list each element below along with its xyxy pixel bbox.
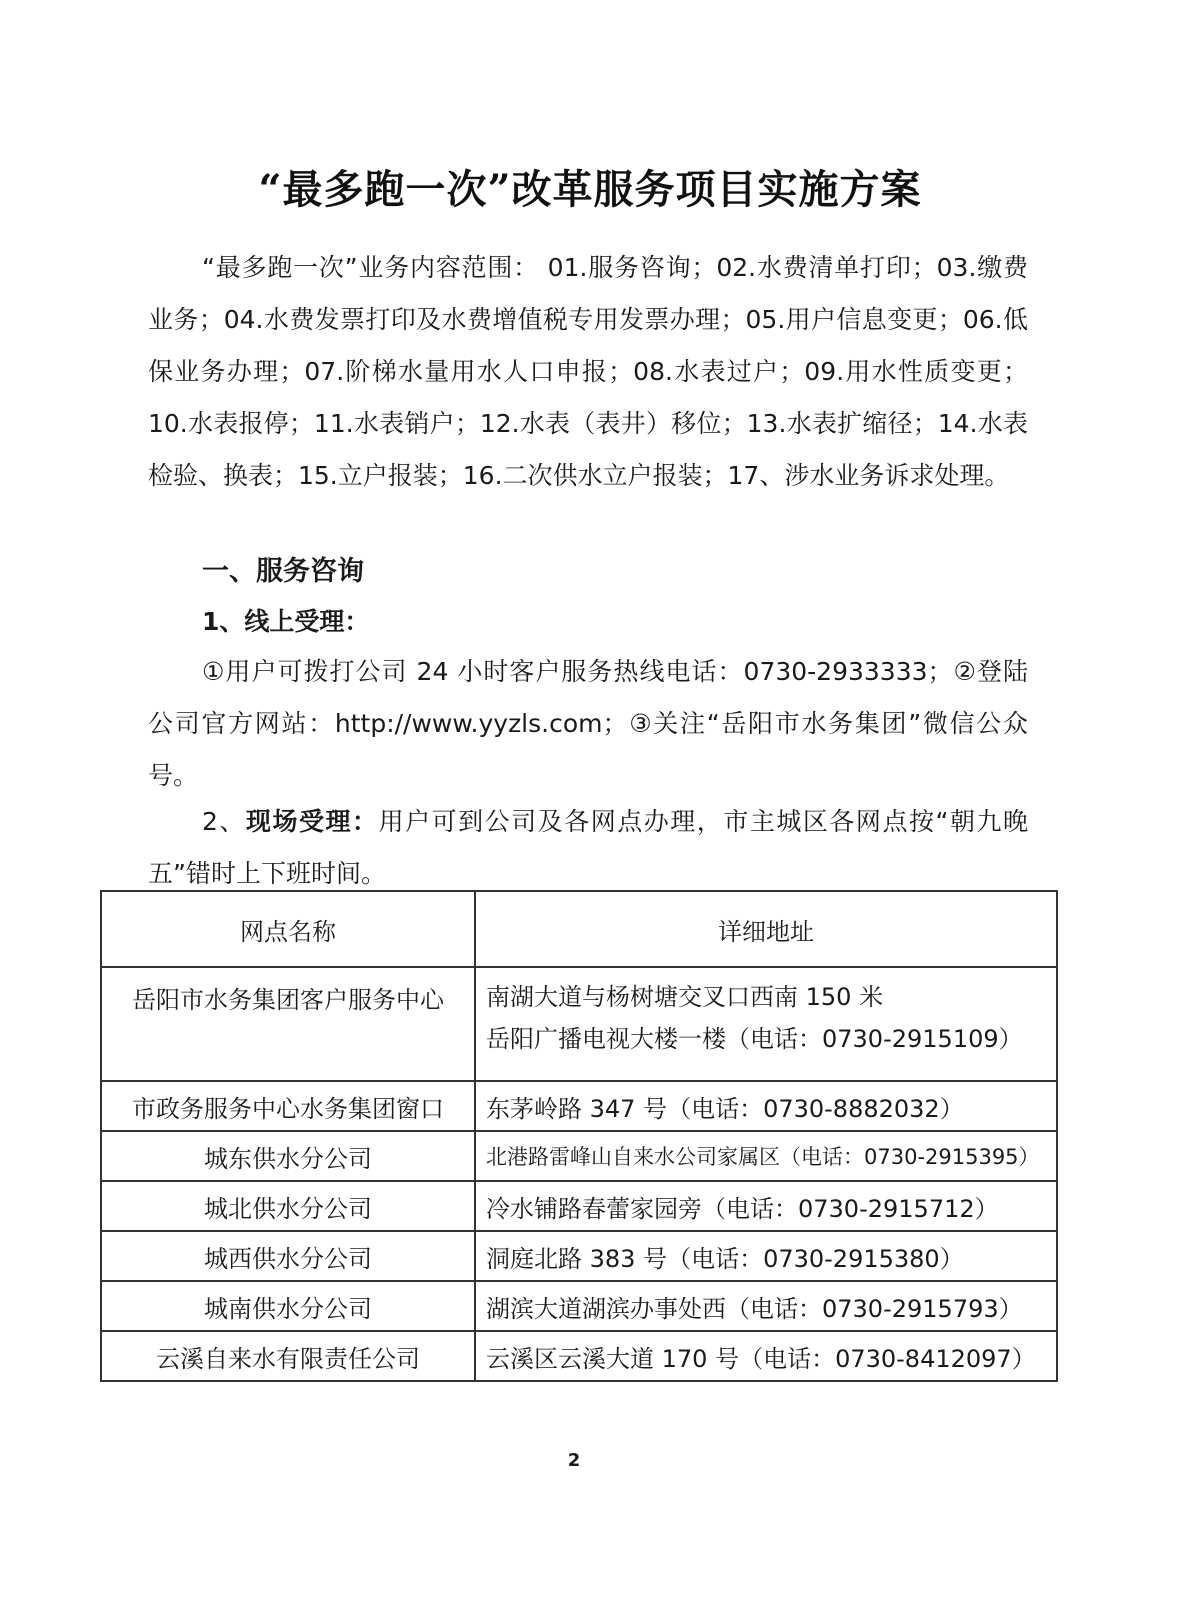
online-heading [202,596,369,648]
header-name: 网点名称 [101,891,475,967]
point-name: 城东供水分公司 [101,1131,475,1181]
address-line-1: 南湖大道与杨树塘交叉口西南 150 米 [486,983,884,1011]
table-row [101,1281,1057,1331]
page-title: “最多跑一次”改革服务项目实施方案 [258,166,922,213]
online-paragraph: ①用户可拨打公司 24 小时客户服务热线电话：0730-2933333；②登陆公司官方网站：http://www.yyzls.com；③关注“岳阳市水务集团”微信公众号。 [148,657,1028,790]
point-name: 岳阳市水务集团客户服务中心 [101,967,475,1081]
table-row [101,1081,1057,1131]
point-name: 云溪自来水有限责任公司 [101,1331,475,1381]
intro-paragraph: “最多跑一次”业务内容范围： 01.服务咨询；02.水费清单打印；03.缴费业务；04.水费发票打印及水费增值税专用发票办理；05.用户信息变更；06.低保业务办理；07.阶梯水量用水人口申报；08.水表过户；09.用水性质变更；10.水表报停；11.水表销户；12.水表（表井）移位；13.水表扩缩径；14.水表检验、换表；15.立户报装；16.二次供水立户报装；17、涉水业务诉求处理。 [148,253,1028,490]
table-row [101,1181,1057,1231]
onsite-paragraph [148,796,1028,900]
section-heading: 一、服务咨询 [202,556,364,587]
point-address: 湖滨大道湖滨办事处西（电话：0730-2915793） [475,1281,1057,1331]
point-address: 云溪区云溪大道 170 号（电话：0730-8412097） [475,1331,1057,1381]
table-row [101,1131,1057,1181]
onsite-label: 现场受理： [245,807,379,836]
table-row [101,1331,1057,1381]
point-address [475,967,1057,1081]
point-address: 洞庭北路 383 号（电话：0730-2915380） [475,1231,1057,1281]
point-address: 冷水铺路春蕾家园旁（电话：0730-2915712） [475,1181,1057,1231]
table-row [101,1231,1057,1281]
service-points-table [100,890,1058,1382]
header-address: 详细地址 [475,891,1057,967]
online-label: 1、线上受理： [202,607,370,636]
table-header-row [101,891,1057,967]
point-address: 东茅岭路 347 号（电话：0730-8882032） [475,1081,1057,1131]
point-name: 市政务服务中心水务集团窗口 [101,1081,475,1131]
point-name: 城西供水分公司 [101,1231,475,1281]
table-row [101,967,1057,1081]
point-name: 城南供水分公司 [101,1281,475,1331]
onsite-text: 用户可到公司及各网点办理，市主城区各网点按“朝九晚五”错时上下班时间。 [148,807,1028,888]
address-line-2: 岳阳广播电视大楼一楼（电话：0730-2915109） [486,1025,1023,1053]
page-number: 2 [567,1450,581,1471]
point-address: 北港路雷峰山自来水公司家属区（电话：0730-2915395） [475,1131,1057,1181]
onsite-number: 2、 [202,807,246,836]
point-name: 城北供水分公司 [101,1181,475,1231]
